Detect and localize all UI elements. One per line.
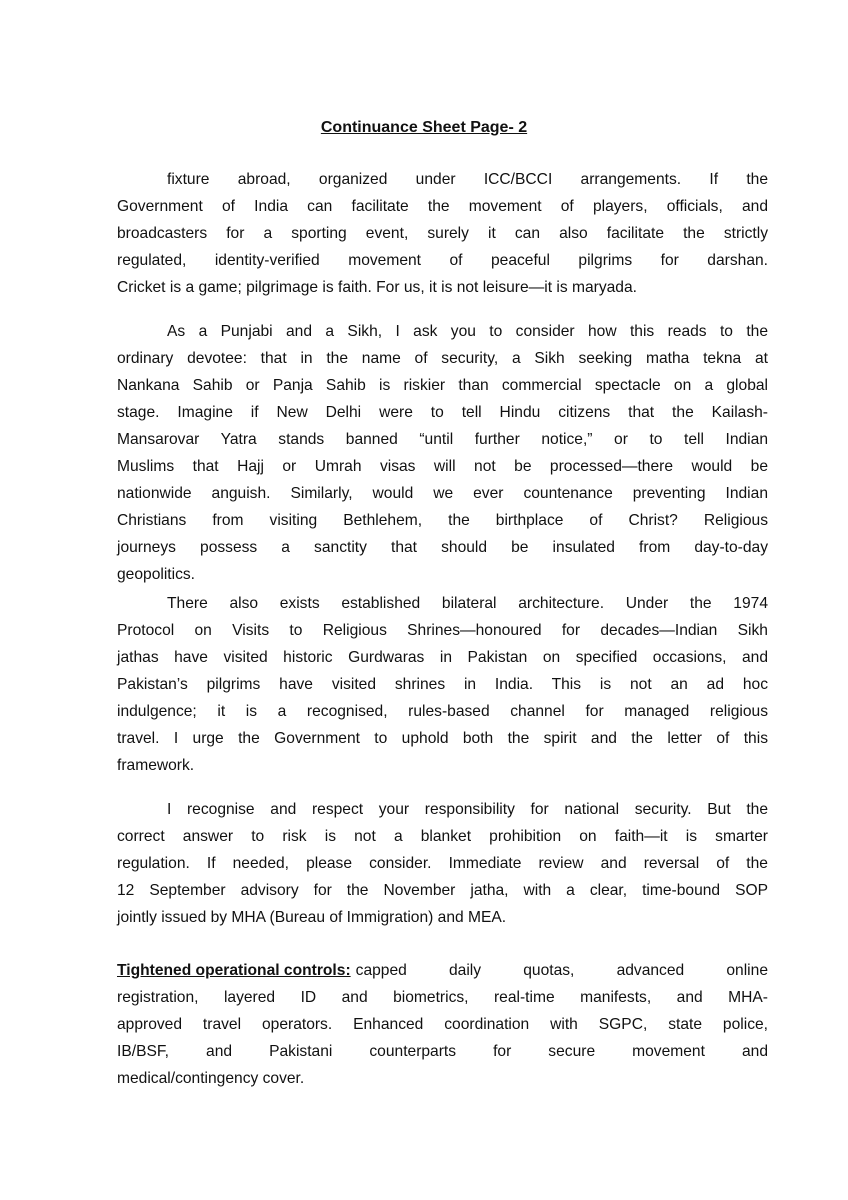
- text-line: 12 September advisory for the November jatha, with a clear, time-bound SOP: [117, 882, 768, 899]
- paragraph-1: [117, 166, 768, 301]
- section-heading: Tightened operational controls:: [117, 962, 351, 979]
- paragraph-4: [117, 796, 768, 931]
- text-line: Muslims that Hajj or Umrah visas will not be processed—there would be: [117, 458, 768, 475]
- text-line: registration, layered ID and biometrics, real-time manifests, and MHA-: [117, 989, 768, 1006]
- text-line: Protocol on Visits to Religious Shrines—honoured for decades—Indian Sikh: [117, 622, 768, 639]
- text-line: Christians from visiting Bethlehem, the birthplace of Christ? Religious: [117, 512, 768, 529]
- text-line: IB/BSF, and Pakistani counterparts for secure movement and: [117, 1043, 768, 1060]
- text-line: indulgence; it is a recognised, rules-based channel for managed religious: [117, 703, 768, 720]
- text-line: As a Punjabi and a Sikh, I ask you to consider how this reads to the: [167, 323, 768, 340]
- paragraph-3: [117, 590, 768, 779]
- text-line: correct answer to risk is not a blanket prohibition on faith—it is smarter: [117, 828, 768, 845]
- text-line: travel. I urge the Government to uphold both the spirit and the letter of this: [117, 730, 768, 747]
- text-line: geopolitics.: [117, 566, 196, 583]
- text-line: Nankana Sahib or Panja Sahib is riskier than commercial spectacle on a global: [117, 377, 768, 394]
- text-line: approved travel operators. Enhanced coordination with SGPC, state police,: [117, 1016, 768, 1033]
- text-line: Pakistan’s pilgrims have visited shrines in India. This is not an ad hoc: [117, 676, 768, 693]
- text-fragment: capped daily quotas, advanced online: [355, 962, 768, 979]
- text-line: medical/contingency cover.: [117, 1070, 305, 1087]
- text-line: broadcasters for a sporting event, surely it can also facilitate the strictly: [117, 225, 768, 242]
- text-line: jointly issued by MHA (Bureau of Immigration) and MEA.: [117, 909, 507, 926]
- text-line: Government of India can facilitate the movement of players, officials, and: [117, 198, 768, 215]
- text-line: nationwide anguish. Similarly, would we ever countenance preventing Indian: [117, 485, 768, 502]
- page-title: Continuance Sheet Page- 2: [320, 119, 528, 136]
- text-line: stage. Imagine if New Delhi were to tell Hindu citizens that the Kailash-: [117, 404, 768, 421]
- text-line: I recognise and respect your responsibility for national security. But the: [167, 801, 768, 818]
- paragraph-5: [117, 957, 768, 1092]
- text-line: regulation. If needed, please consider. Immediate review and reversal of the: [117, 855, 768, 872]
- text-line: Cricket is a game; pilgrimage is faith. For us, it is not leisure—it is maryada.: [117, 279, 637, 296]
- text-line: ordinary devotee: that in the name of security, a Sikh seeking matha tekna at: [117, 350, 768, 367]
- text-line: framework.: [117, 757, 195, 774]
- text-line: regulated, identity-verified movement of peaceful pilgrims for darshan.: [117, 252, 768, 269]
- text-line: jathas have visited historic Gurdwaras in Pakistan on specified occasions, and: [117, 649, 768, 666]
- paragraph-2: [117, 318, 768, 588]
- text-line: [117, 957, 768, 984]
- text-line: Mansarovar Yatra stands banned “until further notice,” or to tell Indian: [117, 431, 768, 448]
- text-line: fixture abroad, organized under ICC/BCCI arrangements. If the: [167, 171, 768, 188]
- text-line: There also exists established bilateral architecture. Under the 1974: [167, 595, 768, 612]
- text-line: journeys possess a sanctity that should be insulated from day-to-day: [117, 539, 768, 556]
